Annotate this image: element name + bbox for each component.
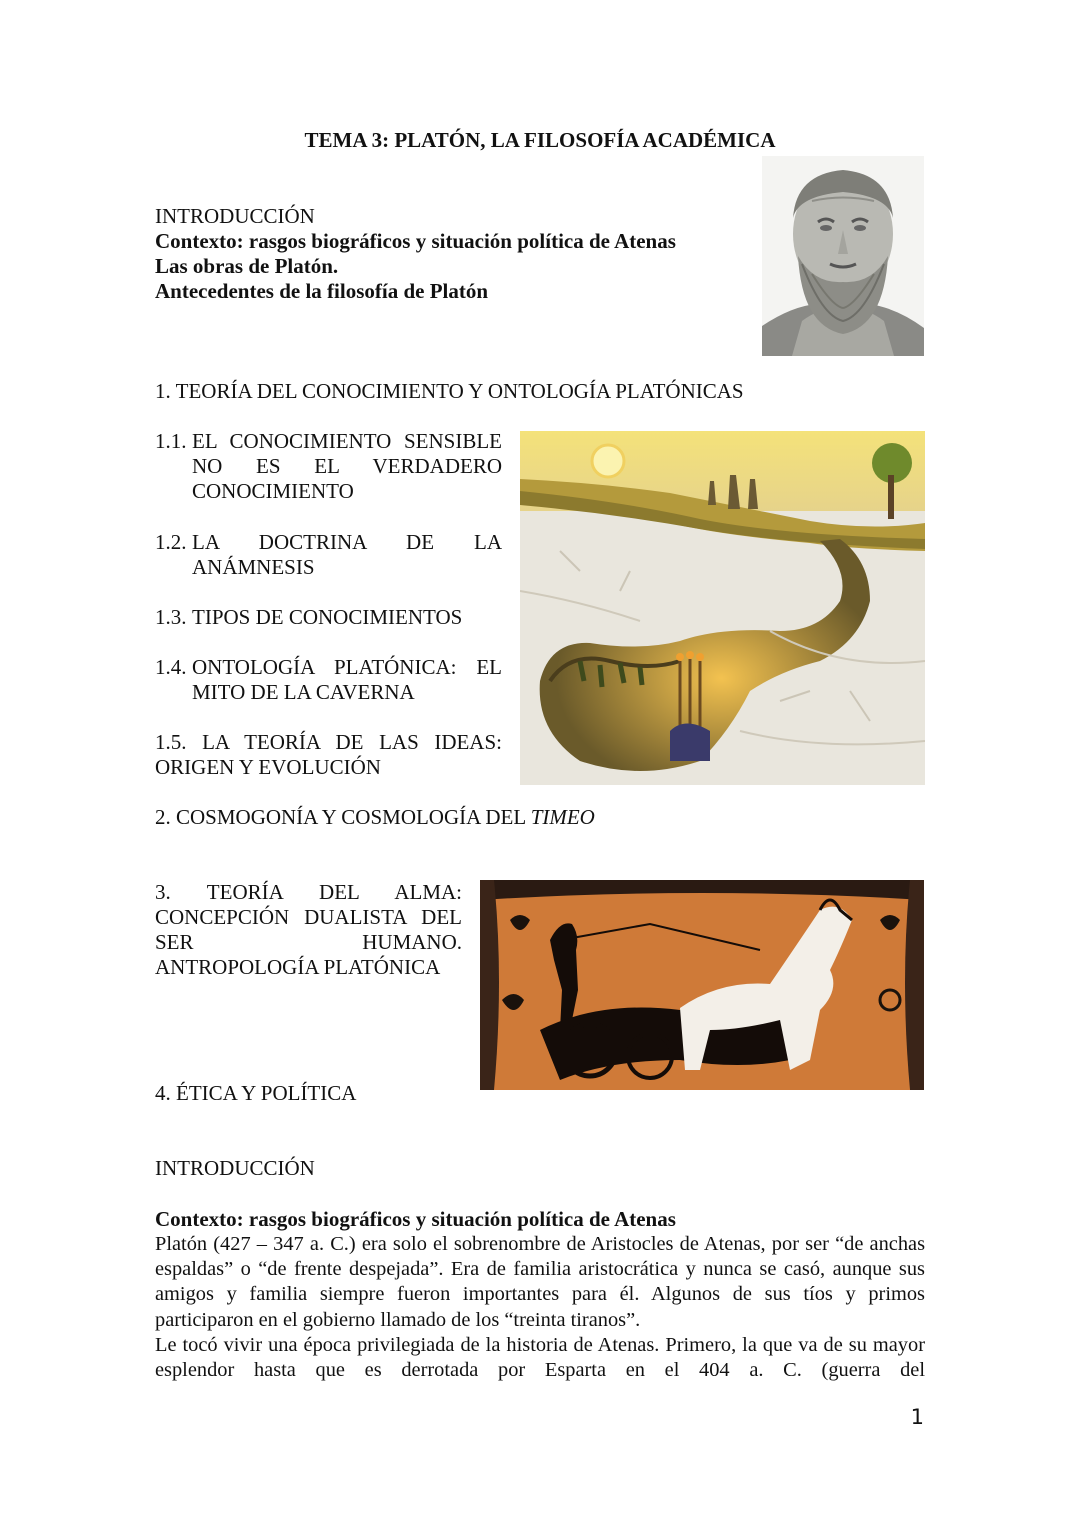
section-4-heading: 4. ÉTICA Y POLÍTICA bbox=[155, 1081, 357, 1105]
section-3-line: ANTROPOLOGÍA PLATÓNICA bbox=[155, 955, 441, 979]
paragraph-historical-context: Le tocó vivir una época privilegiada de la historia de Atenas. Primero, la que va de su mayor esplendor hasta que es derrotada por Esparta en el 404 a. C. (guerra del bbox=[155, 1334, 925, 1382]
context-heading: Contexto: rasgos biográficos y situación política de Atenas bbox=[155, 1207, 676, 1231]
page-number: 1 bbox=[910, 1405, 924, 1429]
intro-item-context: Contexto: rasgos biográficos y situación política de Atenas bbox=[155, 229, 676, 253]
section-2-text: 2. COSMOGONÍA Y COSMOLOGÍA DEL bbox=[155, 805, 526, 829]
intro-heading: INTRODUCCIÓN bbox=[155, 204, 315, 228]
subsection-line: ANÁMNESIS bbox=[192, 555, 315, 579]
subsection-line: NO ES EL VERDADERO bbox=[192, 454, 502, 478]
section-2-heading bbox=[155, 805, 595, 830]
subsection-line: EL CONOCIMIENTO SENSIBLE bbox=[192, 429, 502, 453]
subsection-number: 1.2. bbox=[155, 530, 187, 554]
subsection-1-1 bbox=[155, 429, 502, 504]
subsection-line: TIPOS DE CONOCIMIENTOS bbox=[192, 605, 463, 629]
subsection-1-4 bbox=[155, 655, 502, 705]
subsection-line: LA DOCTRINA DE LA bbox=[192, 530, 502, 554]
subsection-line: CONOCIMIENTO bbox=[192, 479, 354, 503]
section-3-line: SER HUMANO. bbox=[155, 930, 462, 954]
greek-vase-chariot-icon bbox=[480, 880, 924, 1090]
section-3-line: CONCEPCIÓN DUALISTA DEL bbox=[155, 905, 462, 929]
cave-allegory-icon bbox=[520, 431, 925, 785]
intro-item-works: Las obras de Platón. bbox=[155, 254, 339, 278]
subsection-1-5 bbox=[155, 730, 502, 780]
section-1-heading: 1. TEORÍA DEL CONOCIMIENTO Y ONTOLOGÍA PLATÓNICAS bbox=[155, 379, 744, 403]
section-2-italic: TIMEO bbox=[530, 805, 595, 829]
section-3-line: 3. TEORÍA DEL ALMA: bbox=[155, 880, 462, 904]
subsection-number: 1.1. bbox=[155, 429, 187, 453]
page-title: TEMA 3: PLATÓN, LA FILOSOFÍA ACADÉMICA bbox=[304, 128, 776, 152]
intro-item-antecedents: Antecedentes de la filosofía de Platón bbox=[155, 279, 489, 303]
section-3-heading bbox=[155, 880, 462, 980]
intro-heading-2: INTRODUCCIÓN bbox=[155, 1156, 315, 1180]
subsection-line: MITO DE LA CAVERNA bbox=[192, 680, 415, 704]
subsection-number: 1.3. bbox=[155, 605, 187, 629]
plato-bust-icon bbox=[762, 156, 924, 356]
subsection-line: 1.5. LA TEORÍA DE LAS IDEAS: bbox=[155, 730, 502, 754]
subsection-number: 1.4. bbox=[155, 655, 187, 679]
subsection-line: ONTOLOGÍA PLATÓNICA: EL bbox=[192, 655, 502, 679]
subsection-1-2 bbox=[155, 530, 502, 580]
subsection-line: ORIGEN Y EVOLUCIÓN bbox=[155, 755, 381, 779]
subsection-1-3 bbox=[155, 605, 502, 630]
paragraph-biography: Platón (427 – 347 a. C.) era solo el sobrenombre de Aristocles de Atenas, por ser “de anchas espaldas” o “de frente despejada”. Era de familia aristocrática y nunca se casó, aunque sus amigos y familia siempre fueron importantes para él. Algunos de sus tíos y primos participaron en el gobierno llamado de los “treinta tiranos”. bbox=[155, 1233, 925, 1331]
